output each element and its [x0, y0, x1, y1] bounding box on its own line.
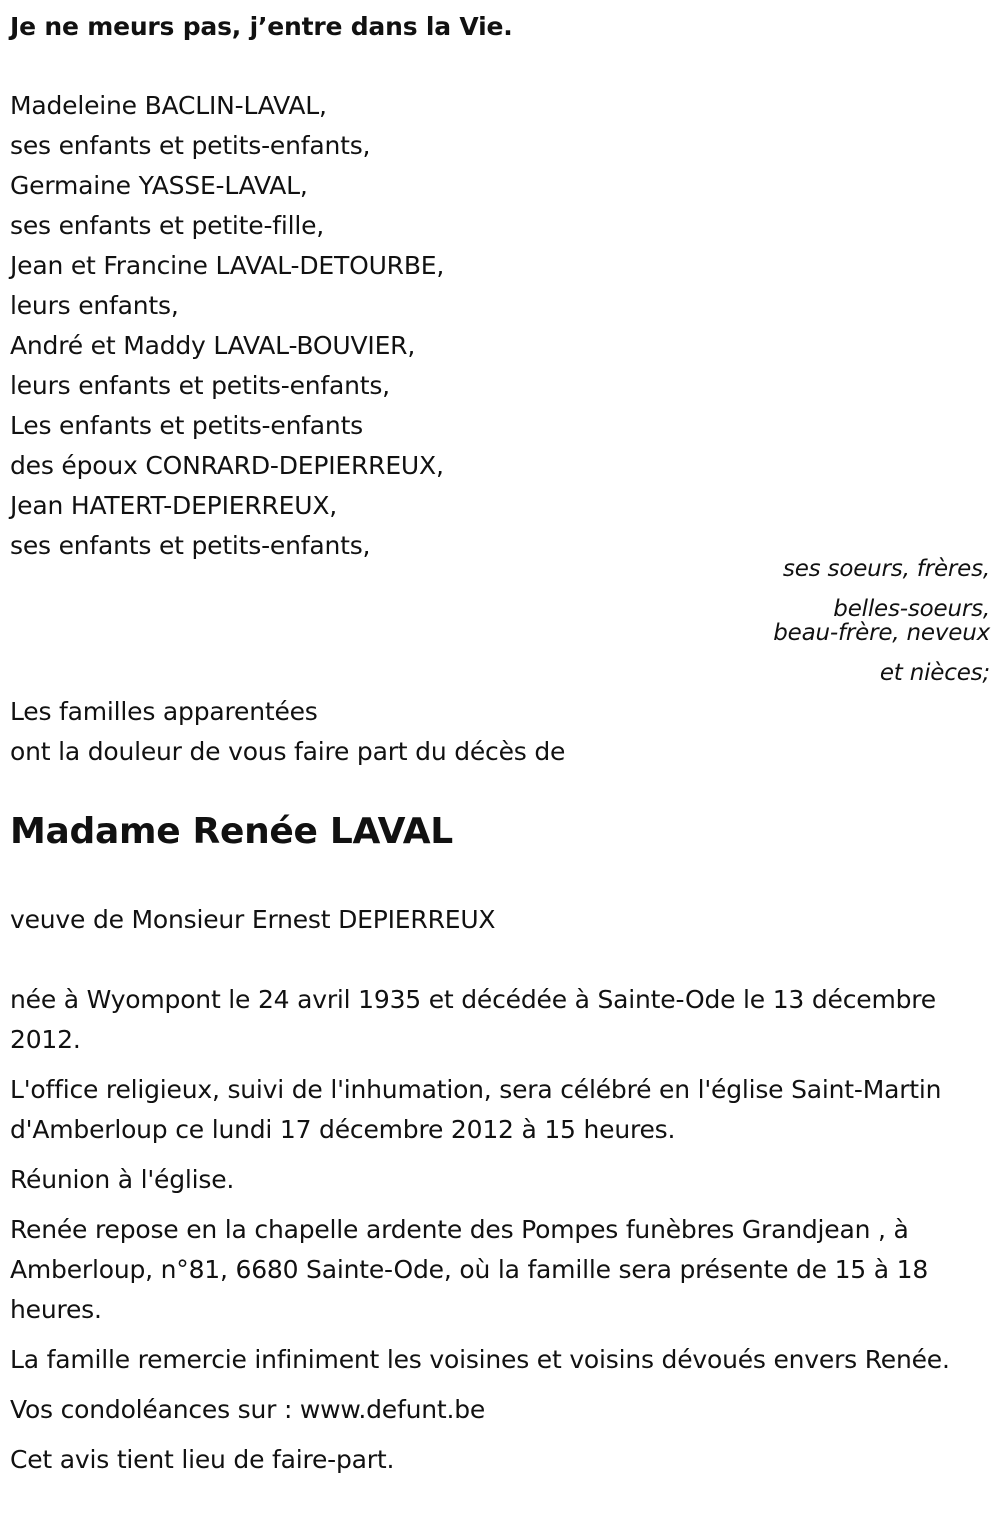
relation-line: beau-frère, neveux [773, 620, 990, 646]
family-line: Germaine YASSE-LAVAL, [10, 171, 308, 200]
deceased-name: Madame Renée LAVAL [10, 811, 453, 852]
family-line: Jean et Francine LAVAL-DETOURBE, [10, 251, 445, 280]
thanks-paragraph: La famille remercie infiniment les voisines et voisins dévoués envers Renée. [10, 1345, 950, 1374]
chapel-paragraph: Renée repose en la chapelle ardente des Pompes funèbres Grandjean , à Amberloup, n°81, 6680 Sainte-Ode, où la famille sera présente de 15 à 18 heures. [10, 1215, 929, 1324]
meeting-paragraph: Réunion à l'église. [10, 1165, 235, 1194]
apparentees-line: ont la douleur de vous faire part du décès de [10, 737, 566, 766]
condolences-paragraph: Vos condoléances sur : www.defunt.be [10, 1395, 486, 1424]
epigraph: Je ne meurs pas, j’entre dans la Vie. [10, 12, 513, 41]
service-paragraph: L'office religieux, suivi de l'inhumation, sera célébré en l'église Saint-Martin d'Amberloup ce lundi 17 décembre 2012 à 15 heures. [10, 1075, 942, 1144]
family-line: ses enfants et petits-enfants, [10, 131, 371, 160]
family-line: André et Maddy LAVAL-BOUVIER, [10, 331, 416, 360]
family-line: Jean HATERT-DEPIERREUX, [10, 491, 338, 520]
apparentees [10, 692, 565, 772]
notice-paragraph: Cet avis tient lieu de faire-part. [10, 1445, 395, 1474]
family-line: ses enfants et petite-fille, [10, 211, 325, 240]
family-list [10, 86, 444, 566]
relation-line: et nièces; [879, 660, 990, 686]
family-line: Les enfants et petits-enfants [10, 411, 364, 440]
widow-line: veuve de Monsieur Ernest DEPIERREUX [10, 905, 496, 934]
relation-line: ses soeurs, frères, [782, 556, 990, 582]
family-line: des époux CONRARD-DEPIERREUX, [10, 451, 444, 480]
family-line: leurs enfants et petits-enfants, [10, 371, 390, 400]
birth-death-paragraph: née à Wyompont le 24 avril 1935 et décédée à Sainte-Ode le 13 décembre 2012. [10, 985, 936, 1054]
family-line: Madeleine BACLIN-LAVAL, [10, 91, 327, 120]
apparentees-line: Les familles apparentées [10, 697, 318, 726]
notice-details [10, 980, 990, 1490]
relation-line: belles-soeurs, [833, 596, 990, 622]
family-line: leurs enfants, [10, 291, 179, 320]
family-line: ses enfants et petits-enfants, [10, 531, 371, 560]
